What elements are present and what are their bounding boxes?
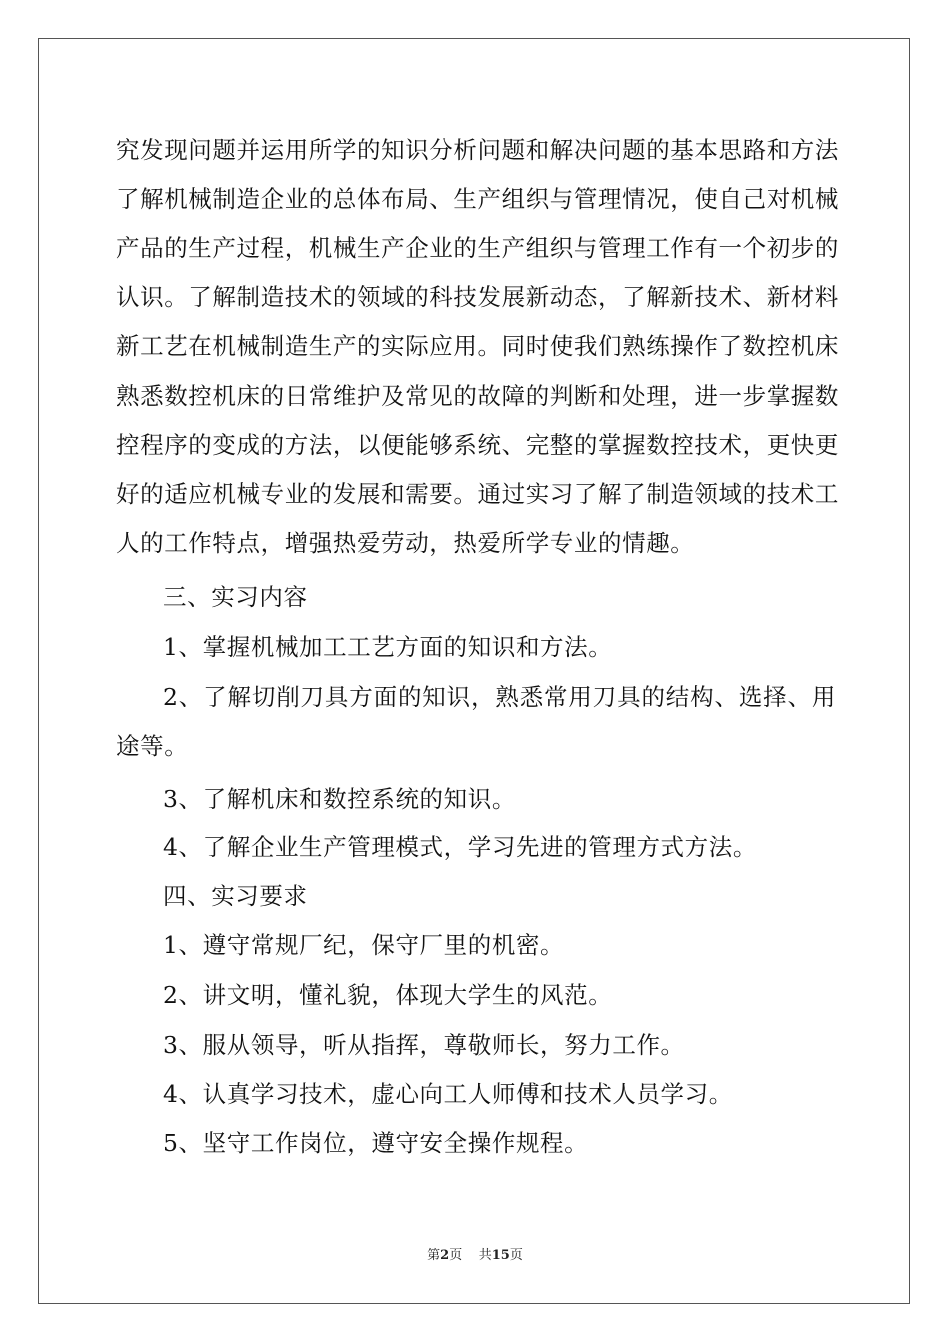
page-footer bbox=[0, 1247, 950, 1265]
body-line: 产品的生产过程，机械生产企业的生产组织与管理工作有一个初步的 bbox=[116, 234, 839, 262]
page-current: 2 bbox=[440, 1248, 450, 1263]
list-item: 2、了解切削刀具方面的知识，熟悉常用刀具的结构、选择、用 bbox=[163, 683, 836, 711]
list-item: 4、认真学习技术，虚心向工人师傅和技术人员学习。 bbox=[163, 1080, 733, 1108]
body-line: 究发现问题并运用所学的知识分析问题和解决问题的基本思路和方法 bbox=[116, 136, 839, 164]
page-border bbox=[38, 38, 910, 1304]
body-line: 人的工作特点，增强热爱劳动，热爱所学专业的情趣。 bbox=[116, 529, 695, 557]
list-item: 1、遵守常规厂纪，保守厂里的机密。 bbox=[163, 931, 565, 959]
body-line: 熟悉数控机床的日常维护及常见的故障的判断和处理，进一步掌握数 bbox=[116, 382, 839, 410]
body-line: 了解机械制造企业的总体布局、生产组织与管理情况，使自己对机械 bbox=[116, 185, 839, 213]
section-heading-requirements: 四、实习要求 bbox=[163, 882, 308, 910]
body-line: 认识。了解制造技术的领域的科技发展新动态，了解新技术、新材料 bbox=[116, 283, 839, 311]
body-line: 新工艺在机械制造生产的实际应用。同时使我们熟练操作了数控机床 bbox=[116, 332, 839, 360]
body-line: 好的适应机械专业的发展和需要。通过实习了解了制造领域的技术工 bbox=[116, 480, 839, 508]
page-suffix: 页 bbox=[449, 1248, 463, 1263]
list-item: 1、掌握机械加工工艺方面的知识和方法。 bbox=[163, 633, 613, 661]
list-item: 4、了解企业生产管理模式，学习先进的管理方式方法。 bbox=[163, 833, 757, 861]
total-suffix: 页 bbox=[509, 1248, 523, 1263]
page-total: 15 bbox=[491, 1248, 510, 1263]
list-item-continuation: 途等。 bbox=[116, 732, 189, 760]
page-prefix: 第 bbox=[427, 1248, 441, 1263]
section-heading-content: 三、实习内容 bbox=[163, 583, 308, 611]
total-prefix: 共 bbox=[478, 1248, 492, 1263]
list-item: 2、讲文明，懂礼貌，体现大学生的风范。 bbox=[163, 981, 613, 1009]
body-line: 控程序的变成的方法，以便能够系统、完整的掌握数控技术，更快更 bbox=[116, 431, 839, 459]
list-item: 3、了解机床和数控系统的知识。 bbox=[163, 785, 516, 813]
list-item: 3、服从领导，听从指挥，尊敬师长，努力工作。 bbox=[163, 1031, 685, 1059]
list-item: 5、坚守工作岗位，遵守安全操作规程。 bbox=[163, 1129, 589, 1157]
